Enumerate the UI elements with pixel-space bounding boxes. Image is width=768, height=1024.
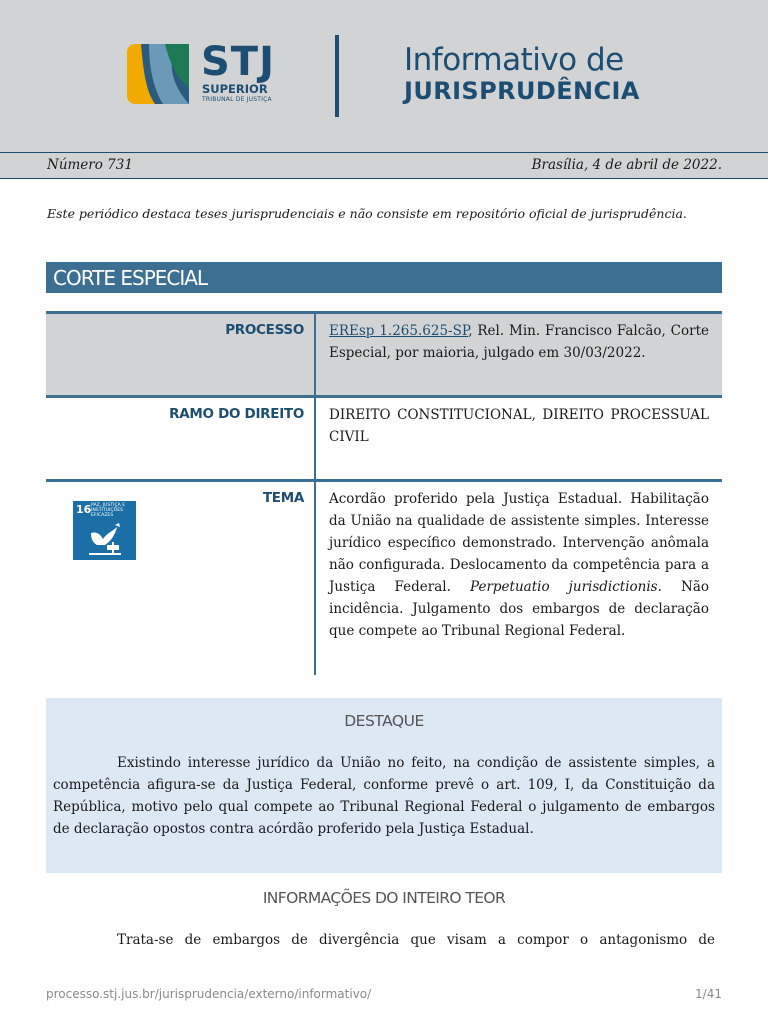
footer-url[interactable]: processo.stj.jus.br/jurisprudencia/externo/informativo/ [46,987,372,1001]
page-header [0,0,768,152]
stj-logo-icon [127,44,189,104]
tema-italic: Perpetuatio jurisdictionis. [469,579,662,595]
processo-value [329,320,709,364]
publication-title-line1: Informativo de [404,42,624,78]
destaque-title: DESTAQUE [344,712,424,730]
ramo-value: DIREITO CONSTITUCIONAL, DIREITO PROCESSUAL CIVIL [329,407,709,445]
issue-date: Brasília, 4 de abril de 2022. [531,157,722,173]
ods-16-badge [73,501,136,560]
tema-text-1: Acordão proferido pela Justiça Estadual. Habilitação da União na qualidade de assistente simples. Interesse jurídico específico demonstrado. Intervenção anômala não configurada. Deslocamento da competência para a Justiça Federal. [329,491,709,595]
logo-abbr: STJ [201,39,275,85]
tema-label: TEMA [262,490,304,506]
processo-link[interactable]: EREsp 1.265.625-SP [329,323,469,339]
processo-details: , Rel. Min. Francisco Falcão, Corte Especial, por maioria, julgado em 30/03/2022. [329,323,709,361]
logo-line2: TRIBUNAL DE JUSTIÇA [202,96,272,103]
page-number: 1/41 [695,987,722,1001]
issue-bar [0,152,768,179]
header-divider [335,35,339,117]
ods-text: PAZ, JUSTIÇA E INSTITUIÇÕES EFICAZES [91,503,126,519]
ods-number: 16 [76,503,92,516]
row-processo [46,311,722,395]
destaque-box [46,698,722,873]
inteiro-teor-text: Trata-se de embargos de divergência que visam a compor o antagonismo de [117,932,715,948]
section-header [46,262,722,293]
section-title: CORTE ESPECIAL [53,266,208,290]
dove-gavel-icon [87,523,123,557]
inteiro-teor-title: INFORMAÇÕES DO INTEIRO TEOR [262,889,506,907]
table-column-divider [314,314,316,675]
disclaimer: Este periódico destaca teses jurisprudenciais e não consiste em repositório oficial de jurisprudência. [47,206,687,221]
processo-label: PROCESSO [225,322,304,338]
row-tema [46,479,722,675]
publication-title-line2: JURISPRUDÊNCIA [404,77,640,105]
row-ramo [46,395,722,479]
logo-line1: SUPERIOR [202,82,268,96]
destaque-text: Existindo interesse jurídico da União no feito, na condição de assistente simples, a competência afigura-se da Justiça Federal, conforme prevê o art. 109, I, da Constituição da República, motivo pelo qual compete ao Tribunal Regional Federal o julgamento de embargos de declaração opostos contra acórdão proferido pela Justiça Estadual. [53,755,715,837]
tema-value [329,488,709,642]
ramo-label: RAMO DO DIREITO [169,406,304,422]
issue-number: Número 731 [47,157,133,173]
tema-text-2: Não incidência. Julgamento dos embargos de declaração que compete ao Tribunal Regional Federal. [329,579,709,639]
